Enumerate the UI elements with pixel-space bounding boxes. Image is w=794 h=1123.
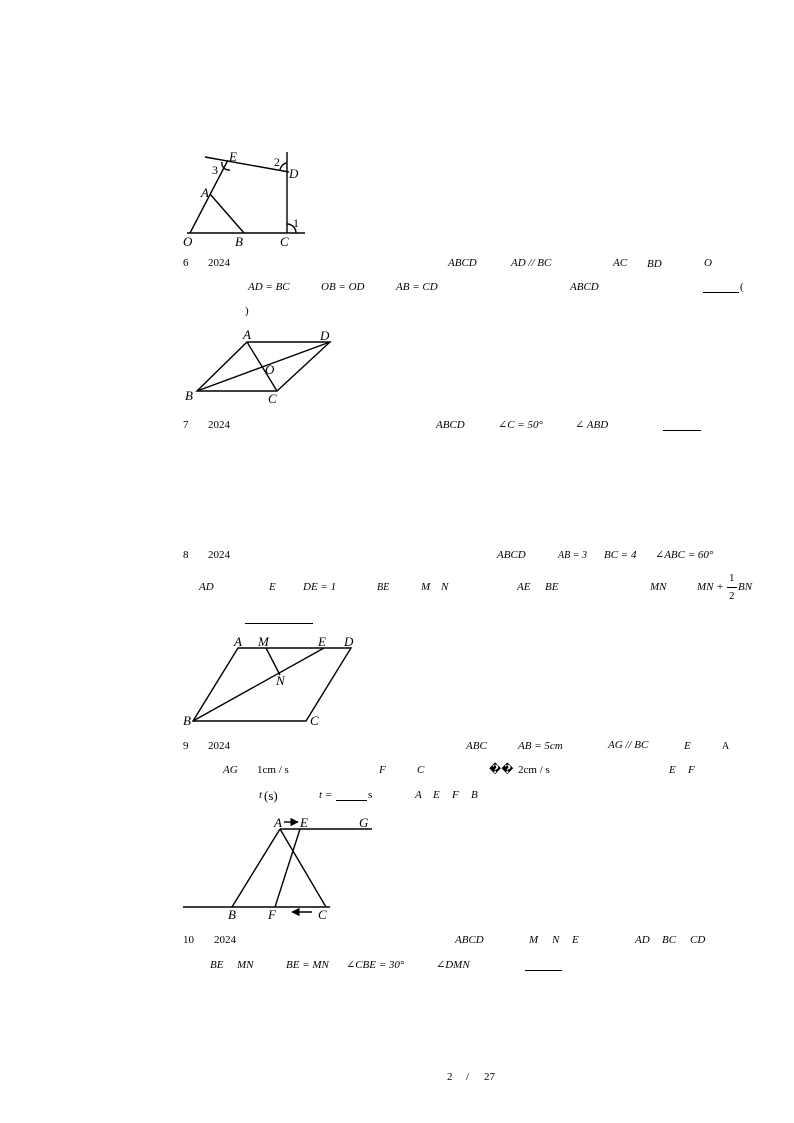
fig6-label-B: B [185, 388, 193, 403]
q6-cond: AD = BC [248, 281, 290, 293]
q9-item: E [684, 740, 691, 752]
q6-item: ABCD [448, 257, 477, 269]
q8-frac-bar [727, 587, 737, 588]
q9-answer-blank[interactable] [336, 800, 367, 801]
q8-item: ∠ABC = 60° [655, 549, 714, 561]
fig9-label-B: B [228, 907, 236, 922]
fig5-label-1: 1 [293, 216, 299, 230]
q6-item: AD // BC [511, 257, 552, 269]
fig5-label-E: E [229, 149, 237, 164]
q10-line2: ∠CBE = 30° [346, 959, 405, 971]
q6-item: BD [647, 258, 662, 270]
q10-item: N [552, 934, 560, 946]
q8-frac-num: 1 [729, 572, 735, 584]
fig8-label-C: C [310, 713, 319, 728]
q9-item: AB = 5cm [518, 740, 563, 752]
fig5-label-O: O [183, 234, 193, 249]
q8-line2: AD [199, 581, 214, 593]
q9-item: A [722, 741, 730, 752]
q6-item: AC [613, 257, 628, 269]
fig9-label-A: A [274, 815, 282, 830]
q8-line2: BE [377, 582, 390, 593]
q6-paren-close: ) [245, 305, 249, 317]
q10-line2: MN [237, 959, 254, 971]
q9-ts-t: t [259, 789, 263, 801]
fig8-label-D: D [344, 634, 354, 649]
q8-line2: DE = 1 [303, 581, 337, 593]
q7-number: 7 [183, 419, 189, 431]
q9-line2: E [669, 764, 676, 776]
fig5-label-C: C [280, 234, 289, 249]
q9-unit: s [368, 789, 373, 801]
q6-year: 2024 [208, 257, 230, 269]
fig6-label-O: O [265, 362, 275, 377]
fig8-label-E: E [318, 634, 326, 649]
footer-total-pages: 27 [484, 1071, 495, 1083]
fig8-label-B: B [183, 713, 191, 728]
q6-cond: AB = CD [396, 281, 438, 293]
q9-item: ABC [466, 740, 487, 752]
fig6-label-A: A [243, 327, 251, 342]
q9-line2: �� [489, 764, 514, 776]
q7-item: ABCD [436, 419, 465, 431]
q10-item: AD [635, 934, 650, 946]
q7-item: ∠C = 50° [498, 419, 543, 431]
q8-line2: M [421, 581, 431, 593]
q9-ts-s: (s) [264, 788, 278, 803]
fig8-label-A: A [234, 634, 242, 649]
q10-item: CD [690, 934, 706, 946]
q7-year: 2024 [208, 419, 230, 431]
q6-item: O [704, 257, 712, 269]
q8-line2: MN [650, 581, 667, 593]
q10-item: M [529, 934, 539, 946]
q7-answer-blank[interactable] [663, 430, 701, 431]
fig9-label-C: C [318, 907, 327, 922]
q8-number: 8 [183, 549, 189, 561]
q8-line2: E [269, 581, 276, 593]
q6-number: 6 [183, 257, 189, 269]
q9-item: AG // BC [608, 739, 649, 751]
q8-line2: BN [738, 581, 753, 593]
q10-item: ABCD [455, 934, 484, 946]
q8-line2: N [441, 581, 449, 593]
q8-frac-den: 2 [729, 590, 735, 602]
q8-item: AB = 3 [558, 550, 587, 561]
fig5-label-A: A [201, 185, 209, 200]
q9-line2: 1cm / s [257, 764, 289, 776]
q9-line2: 2cm / s [518, 764, 550, 776]
footer-separator: / [466, 1071, 470, 1083]
fig5-label-B: B [235, 234, 243, 249]
fig9-label-E: E [300, 815, 308, 830]
q10-answer-blank[interactable] [525, 970, 562, 971]
fig5-label-D: D [289, 166, 299, 181]
q10-item: BC [662, 934, 677, 946]
q6-cond: OB = OD [321, 281, 365, 293]
q9-line2: F [688, 764, 695, 776]
q9-number: 9 [183, 740, 189, 752]
q7-item: ∠ ABD [575, 419, 609, 431]
q9-line2: F [379, 764, 386, 776]
q9-pt: F [452, 789, 459, 801]
q9-t-eq: t = [319, 789, 333, 801]
q6-cond: ABCD [570, 281, 599, 293]
q10-year: 2024 [214, 934, 236, 946]
q8-line2: BE [545, 581, 559, 593]
fig6-label-C: C [268, 391, 277, 406]
fig8-label-N: N [276, 673, 285, 688]
q6-paren-open: ( [740, 281, 744, 293]
fig6-label-D: D [320, 328, 330, 343]
q9-pt: A [415, 789, 422, 801]
q10-line2: ∠DMN [436, 959, 470, 971]
q10-line2: BE [210, 959, 224, 971]
q9-year: 2024 [208, 740, 230, 752]
q8-line2: MN + [697, 581, 724, 593]
q9-line2: AG [223, 764, 238, 776]
q8-line2: AE [517, 581, 531, 593]
q10-line2: BE = MN [286, 959, 329, 971]
fig5-label-3: 3 [212, 163, 218, 177]
q10-item: E [572, 934, 579, 946]
q10-number: 10 [183, 934, 194, 946]
fig8-label-M: M [258, 634, 269, 649]
q8-item: BC = 4 [604, 549, 637, 561]
q9-pt: E [433, 789, 440, 801]
fig9-label-F: F [268, 907, 276, 922]
q8-item: ABCD [497, 549, 526, 561]
q8-answer-blank[interactable] [245, 623, 313, 624]
fig5-label-2: 2 [274, 155, 280, 169]
q9-pt: B [471, 789, 478, 801]
q6-answer-blank[interactable] [703, 292, 739, 293]
q9-line2: C [417, 764, 425, 776]
fig9-label-G: G [359, 815, 369, 830]
footer-page-number: 2 [447, 1071, 453, 1083]
q8-year: 2024 [208, 549, 230, 561]
